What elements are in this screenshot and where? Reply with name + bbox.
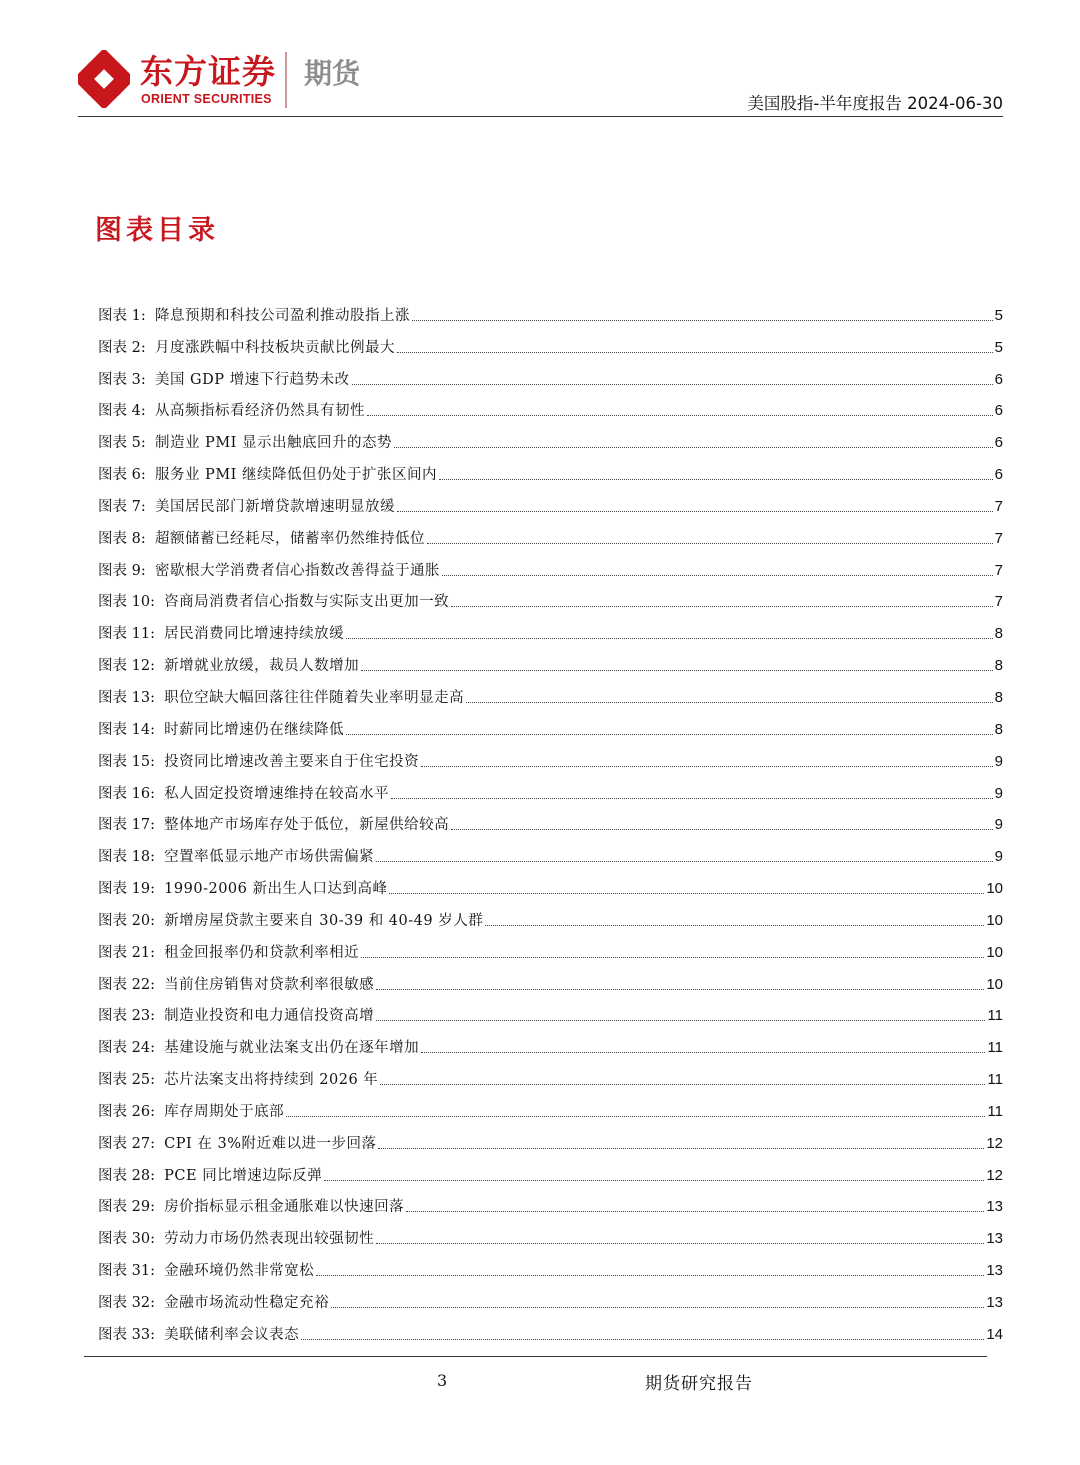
toc-entry-page: 7 — [994, 561, 1003, 579]
toc-entry-text: 整体地产市场库存处于低位，新屋供给较高 — [164, 817, 450, 834]
toc-entry-text: 从高频指标看经济仍然具有韧性 — [154, 403, 365, 420]
toc-entry[interactable] — [98, 1217, 1003, 1249]
toc-dot-leader — [397, 352, 993, 353]
toc-entry[interactable] — [98, 517, 1003, 549]
toc-dot-leader — [376, 1020, 985, 1021]
footer-label: 期货研究报告 — [645, 1374, 753, 1394]
toc-entry[interactable] — [98, 899, 1003, 931]
toc-entry-label: 图表 10 — [98, 594, 151, 611]
toc-entry-page: 12 — [986, 1134, 1003, 1152]
toc-entry-page: 10 — [986, 943, 1003, 961]
toc-entry-label: 图表 28 — [98, 1167, 151, 1184]
toc-entry-separator: : — [140, 562, 155, 579]
toc-dot-leader — [439, 479, 993, 480]
toc-entry-separator: : — [150, 1072, 165, 1089]
toc-dot-leader — [485, 925, 984, 926]
toc-entry[interactable] — [98, 294, 1003, 326]
toc-entry-separator: : — [150, 1231, 165, 1248]
toc-entry-separator: : — [150, 1008, 165, 1025]
report-tag: 美国股指-半年度报告 2024-06-30 — [747, 94, 1003, 113]
toc-entry-text: 密歇根大学消费者信心指数改善得益于通胀 — [154, 562, 440, 579]
toc-entry-page: 9 — [994, 752, 1003, 770]
toc-entry[interactable] — [98, 485, 1003, 517]
toc-entry-text: 金融环境仍然非常宽松 — [164, 1263, 315, 1280]
toc-dot-leader — [346, 734, 992, 735]
toc-entry-text: 美联储利率会议表态 — [164, 1326, 300, 1343]
toc-entry-label: 图表 22 — [98, 976, 151, 993]
toc-entry-label: 图表 8 — [98, 530, 141, 547]
toc-dot-leader — [301, 1339, 984, 1340]
toc-entry[interactable] — [98, 963, 1003, 995]
toc-entry[interactable] — [98, 390, 1003, 422]
toc-entry-separator: : — [150, 976, 165, 993]
toc-entry-separator: : — [150, 1295, 165, 1311]
header-rule — [78, 116, 1003, 117]
toc-entry-text: 空置率低显示地产市场供需偏紧 — [164, 849, 375, 866]
toc-entry-text: 当前住房销售对贷款利率很敏感 — [164, 976, 375, 993]
toc-dot-leader — [466, 702, 992, 703]
toc-entry[interactable] — [98, 453, 1003, 485]
toc-entry-separator: : — [150, 785, 165, 802]
toc-entry-separator: : — [140, 498, 155, 515]
toc-entry-label: 图表 21 — [98, 944, 151, 961]
toc-entry-separator: : — [140, 371, 155, 388]
toc-entry-label: 图表 26 — [98, 1103, 151, 1120]
toc-entry-text: 租金回报率仍和贷款利率相近 — [164, 944, 360, 961]
toc-dot-leader — [367, 415, 993, 416]
toc-entry-separator: : — [150, 753, 165, 770]
toc-entry-text: 超额储蓄已经耗尽，储蓄率仍然维持低位 — [154, 530, 425, 547]
toc-entry-label: 图表 3 — [98, 371, 141, 388]
toc-entry-separator: : — [140, 307, 155, 324]
toc-entry-separator: : — [150, 912, 165, 929]
toc-entry-label: 图表 9 — [98, 562, 141, 579]
toc-entry-text: 金融市场流动性稳定充裕 — [164, 1295, 330, 1311]
toc-entry-label: 图表 25 — [98, 1072, 151, 1089]
toc-entry-page: 8 — [994, 720, 1003, 738]
toc-entry[interactable] — [98, 772, 1003, 804]
toc-entry-page: 6 — [994, 402, 1003, 420]
toc-entry[interactable] — [98, 358, 1003, 390]
toc-entry-separator: : — [150, 594, 165, 611]
toc-entry-page: 6 — [994, 370, 1003, 388]
toc-entry-separator: : — [140, 530, 155, 547]
toc-list — [98, 294, 1003, 1345]
toc-entry-page: 9 — [994, 816, 1003, 834]
toc-entry-label: 图表 24 — [98, 1040, 151, 1057]
toc-entry-label: 图表 33 — [98, 1326, 151, 1343]
toc-entry[interactable] — [98, 1122, 1003, 1154]
toc-entry-separator: : — [150, 849, 165, 866]
toc-entry-separator: : — [150, 1199, 165, 1216]
brand-divider — [285, 52, 287, 108]
toc-entry-page: 10 — [986, 880, 1003, 898]
toc-dot-leader — [380, 1084, 985, 1085]
toc-dot-leader — [406, 1211, 984, 1212]
toc-entry-page: 8 — [994, 625, 1003, 643]
toc-entry[interactable] — [98, 1090, 1003, 1122]
toc-entry[interactable] — [98, 740, 1003, 772]
toc-entry-page: 13 — [986, 1230, 1003, 1248]
toc-dot-leader — [378, 1148, 984, 1149]
toc-entry-label: 图表 29 — [98, 1199, 151, 1216]
toc-entry-page: 8 — [994, 657, 1003, 675]
toc-entry-page: 9 — [994, 784, 1003, 802]
toc-entry-label: 图表 15 — [98, 753, 151, 770]
toc-entry-text: 咨商局消费者信心指数与实际支出更加一致 — [164, 594, 450, 611]
toc-entry[interactable] — [98, 1281, 1003, 1313]
toc-dot-leader — [397, 511, 993, 512]
toc-entry-page: 14 — [986, 1325, 1003, 1343]
toc-entry[interactable] — [98, 995, 1003, 1027]
page-number: 3 — [437, 1371, 448, 1390]
toc-dot-leader — [352, 384, 993, 385]
toc-entry-label: 图表 19 — [98, 881, 151, 898]
toc-entry-label: 图表 16 — [98, 785, 151, 802]
toc-entry-separator: : — [150, 658, 165, 675]
toc-entry-label: 图表 12 — [98, 658, 151, 675]
toc-entry-separator: : — [150, 1326, 165, 1343]
toc-entry-separator: : — [150, 1263, 165, 1280]
toc-entry-label: 图表 27 — [98, 1135, 151, 1152]
toc-entry-text: 制造业 PMI 显示出触底回升的态势 — [154, 435, 393, 452]
toc-entry-label: 图表 32 — [98, 1295, 151, 1311]
page-header — [0, 0, 1080, 120]
toc-entry-label: 图表 18 — [98, 849, 151, 866]
toc-entry[interactable] — [98, 1058, 1003, 1090]
toc-entry-text: 芯片法案支出将持续到 2026 年 — [164, 1072, 379, 1089]
toc-entry-text: 美国居民部门新增贷款增速明显放缓 — [154, 498, 395, 515]
toc-entry-text: 基建设施与就业法案支出仍在逐年增加 — [164, 1040, 420, 1057]
toc-entry-label: 图表 7 — [98, 498, 141, 515]
toc-entry-label: 图表 31 — [98, 1263, 151, 1280]
toc-dot-leader — [316, 1275, 984, 1276]
toc-dot-leader — [331, 1307, 984, 1308]
toc-entry-text: 投资同比增速改善主要来自于住宅投资 — [164, 753, 420, 770]
toc-entry-text: 时薪同比增速仍在继续降低 — [164, 721, 345, 738]
toc-entry-text: 职位空缺大幅回落往往伴随着失业率明显走高 — [164, 689, 465, 706]
toc-entry-text: 库存周期处于底部 — [164, 1103, 285, 1120]
toc-dot-leader — [391, 798, 992, 799]
toc-entry-separator: : — [150, 626, 165, 643]
footer-rule — [84, 1356, 987, 1357]
toc-entry[interactable] — [98, 804, 1003, 836]
toc-entry-text: 服务业 PMI 继续降低但仍处于扩张区间内 — [154, 467, 438, 484]
toc-entry[interactable] — [98, 931, 1003, 963]
toc-entry[interactable] — [98, 644, 1003, 676]
toc-entry-text: 私人固定投资增速维持在较高水平 — [164, 785, 390, 802]
toc-entry[interactable] — [98, 1313, 1003, 1345]
toc-entry-page: 9 — [994, 848, 1003, 866]
toc-entry[interactable] — [98, 1026, 1003, 1058]
toc-entry-separator: : — [140, 435, 155, 452]
toc-entry-page: 6 — [994, 434, 1003, 452]
toc-entry-label: 图表 11 — [98, 626, 151, 643]
toc-dot-leader — [427, 543, 993, 544]
toc-entry-page: 11 — [987, 1039, 1003, 1057]
toc-entry-label: 图表 4 — [98, 403, 141, 420]
toc-entry[interactable] — [98, 581, 1003, 613]
toc-entry-label: 图表 6 — [98, 467, 141, 484]
toc-entry-label: 图表 23 — [98, 1008, 151, 1025]
toc-entry-page: 6 — [994, 466, 1003, 484]
toc-entry-page: 10 — [986, 911, 1003, 929]
toc-dot-leader — [361, 957, 984, 958]
toc-entry-page: 11 — [987, 1007, 1003, 1025]
toc-entry-text: 新增房屋贷款主要来自 30-39 和 40-49 岁人群 — [164, 912, 484, 929]
toc-dot-leader — [442, 575, 993, 576]
toc-entry-page: 11 — [987, 1102, 1003, 1120]
toc-entry-label: 图表 13 — [98, 689, 151, 706]
toc-entry-separator: : — [140, 339, 155, 356]
brand-futures-label: 期货 — [304, 57, 361, 90]
toc-entry-page: 12 — [986, 1166, 1003, 1184]
toc-entry-label: 图表 30 — [98, 1231, 151, 1248]
toc-entry-text: 降息预期和科技公司盈利推动股指上涨 — [154, 307, 410, 324]
toc-entry-page: 5 — [994, 338, 1003, 356]
brand-name-en: ORIENT SECURITIES — [141, 92, 272, 106]
toc-entry-label: 图表 20 — [98, 912, 151, 929]
toc-entry-separator: : — [150, 1135, 165, 1152]
toc-entry-separator: : — [140, 467, 155, 484]
toc-entry-separator: : — [150, 1040, 165, 1057]
toc-entry-separator: : — [150, 1167, 165, 1184]
toc-entry-page: 10 — [986, 975, 1003, 993]
toc-entry[interactable] — [98, 708, 1003, 740]
toc-entry-page: 7 — [994, 593, 1003, 611]
toc-entry-text: 美国 GDP 增速下行趋势未改 — [154, 371, 350, 388]
toc-dot-leader — [361, 670, 992, 671]
toc-dot-leader — [376, 989, 984, 990]
toc-entry-page: 11 — [987, 1071, 1003, 1089]
toc-entry-separator: : — [140, 403, 155, 420]
toc-entry[interactable] — [98, 1249, 1003, 1281]
brand-name-cn: 东方证券 — [140, 52, 276, 91]
toc-dot-leader — [389, 893, 984, 894]
toc-entry[interactable] — [98, 421, 1003, 453]
toc-entry-separator: : — [150, 689, 165, 706]
toc-entry-text: 居民消费同比增速持续放缓 — [164, 626, 345, 643]
toc-entry[interactable] — [98, 549, 1003, 581]
toc-entry-page: 13 — [986, 1294, 1003, 1311]
toc-entry-page: 13 — [986, 1262, 1003, 1280]
toc-entry-text: 月度涨跌幅中科技板块贡献比例最大 — [154, 339, 395, 356]
toc-entry[interactable] — [98, 676, 1003, 708]
toc-entry-separator: : — [150, 944, 165, 961]
toc-entry-separator: : — [150, 721, 165, 738]
toc-entry-text: 劳动力市场仍然表现出较强韧性 — [164, 1231, 375, 1248]
toc-entry-page: 5 — [994, 306, 1003, 324]
toc-entry-text: 新增就业放缓，裁员人数增加 — [164, 658, 360, 675]
toc-entry-label: 图表 17 — [98, 817, 151, 834]
toc-dot-leader — [376, 1243, 984, 1244]
toc-dot-leader — [286, 1116, 985, 1117]
toc-entry-page: 7 — [994, 497, 1003, 515]
toc-entry-separator: : — [150, 1103, 165, 1120]
toc-entry-text: CPI 在 3%附近难以进一步回落 — [164, 1135, 377, 1152]
toc-entry-label: 图表 14 — [98, 721, 151, 738]
toc-dot-leader — [394, 447, 993, 448]
toc-entry[interactable] — [98, 326, 1003, 358]
toc-entry[interactable] — [98, 867, 1003, 899]
toc-entry-separator: : — [150, 881, 165, 898]
toc-dot-leader — [324, 1180, 984, 1181]
toc-dot-leader — [451, 606, 992, 607]
toc-entry[interactable] — [98, 1186, 1003, 1218]
toc-entry[interactable] — [98, 1154, 1003, 1186]
toc-entry-text: 房价指标显示租金通胀难以快速回落 — [164, 1199, 405, 1216]
toc-entry-label: 图表 2 — [98, 339, 141, 356]
toc-dot-leader — [346, 638, 992, 639]
toc-entry-text: PCE 同比增速边际反弹 — [164, 1167, 323, 1184]
toc-entry-page: 7 — [994, 529, 1003, 547]
toc-dot-leader — [421, 766, 992, 767]
toc-entry-separator: : — [150, 817, 165, 834]
toc-entry-label: 图表 1 — [98, 307, 141, 324]
toc-dot-leader — [421, 1052, 985, 1053]
toc-entry[interactable] — [98, 835, 1003, 867]
toc-dot-leader — [451, 829, 992, 830]
toc-entry-page: 13 — [986, 1198, 1003, 1216]
toc-title: 图表目录 — [95, 215, 219, 246]
toc-entry-page: 8 — [994, 688, 1003, 706]
toc-dot-leader — [376, 861, 992, 862]
toc-entry-text: 1990-2006 新出生人口达到高峰 — [164, 881, 388, 898]
toc-entry[interactable] — [98, 612, 1003, 644]
toc-entry-text: 制造业投资和电力通信投资高增 — [164, 1008, 375, 1025]
orient-securities-logo-icon — [78, 50, 130, 108]
toc-entry-label: 图表 5 — [98, 435, 141, 452]
toc-dot-leader — [412, 320, 993, 321]
